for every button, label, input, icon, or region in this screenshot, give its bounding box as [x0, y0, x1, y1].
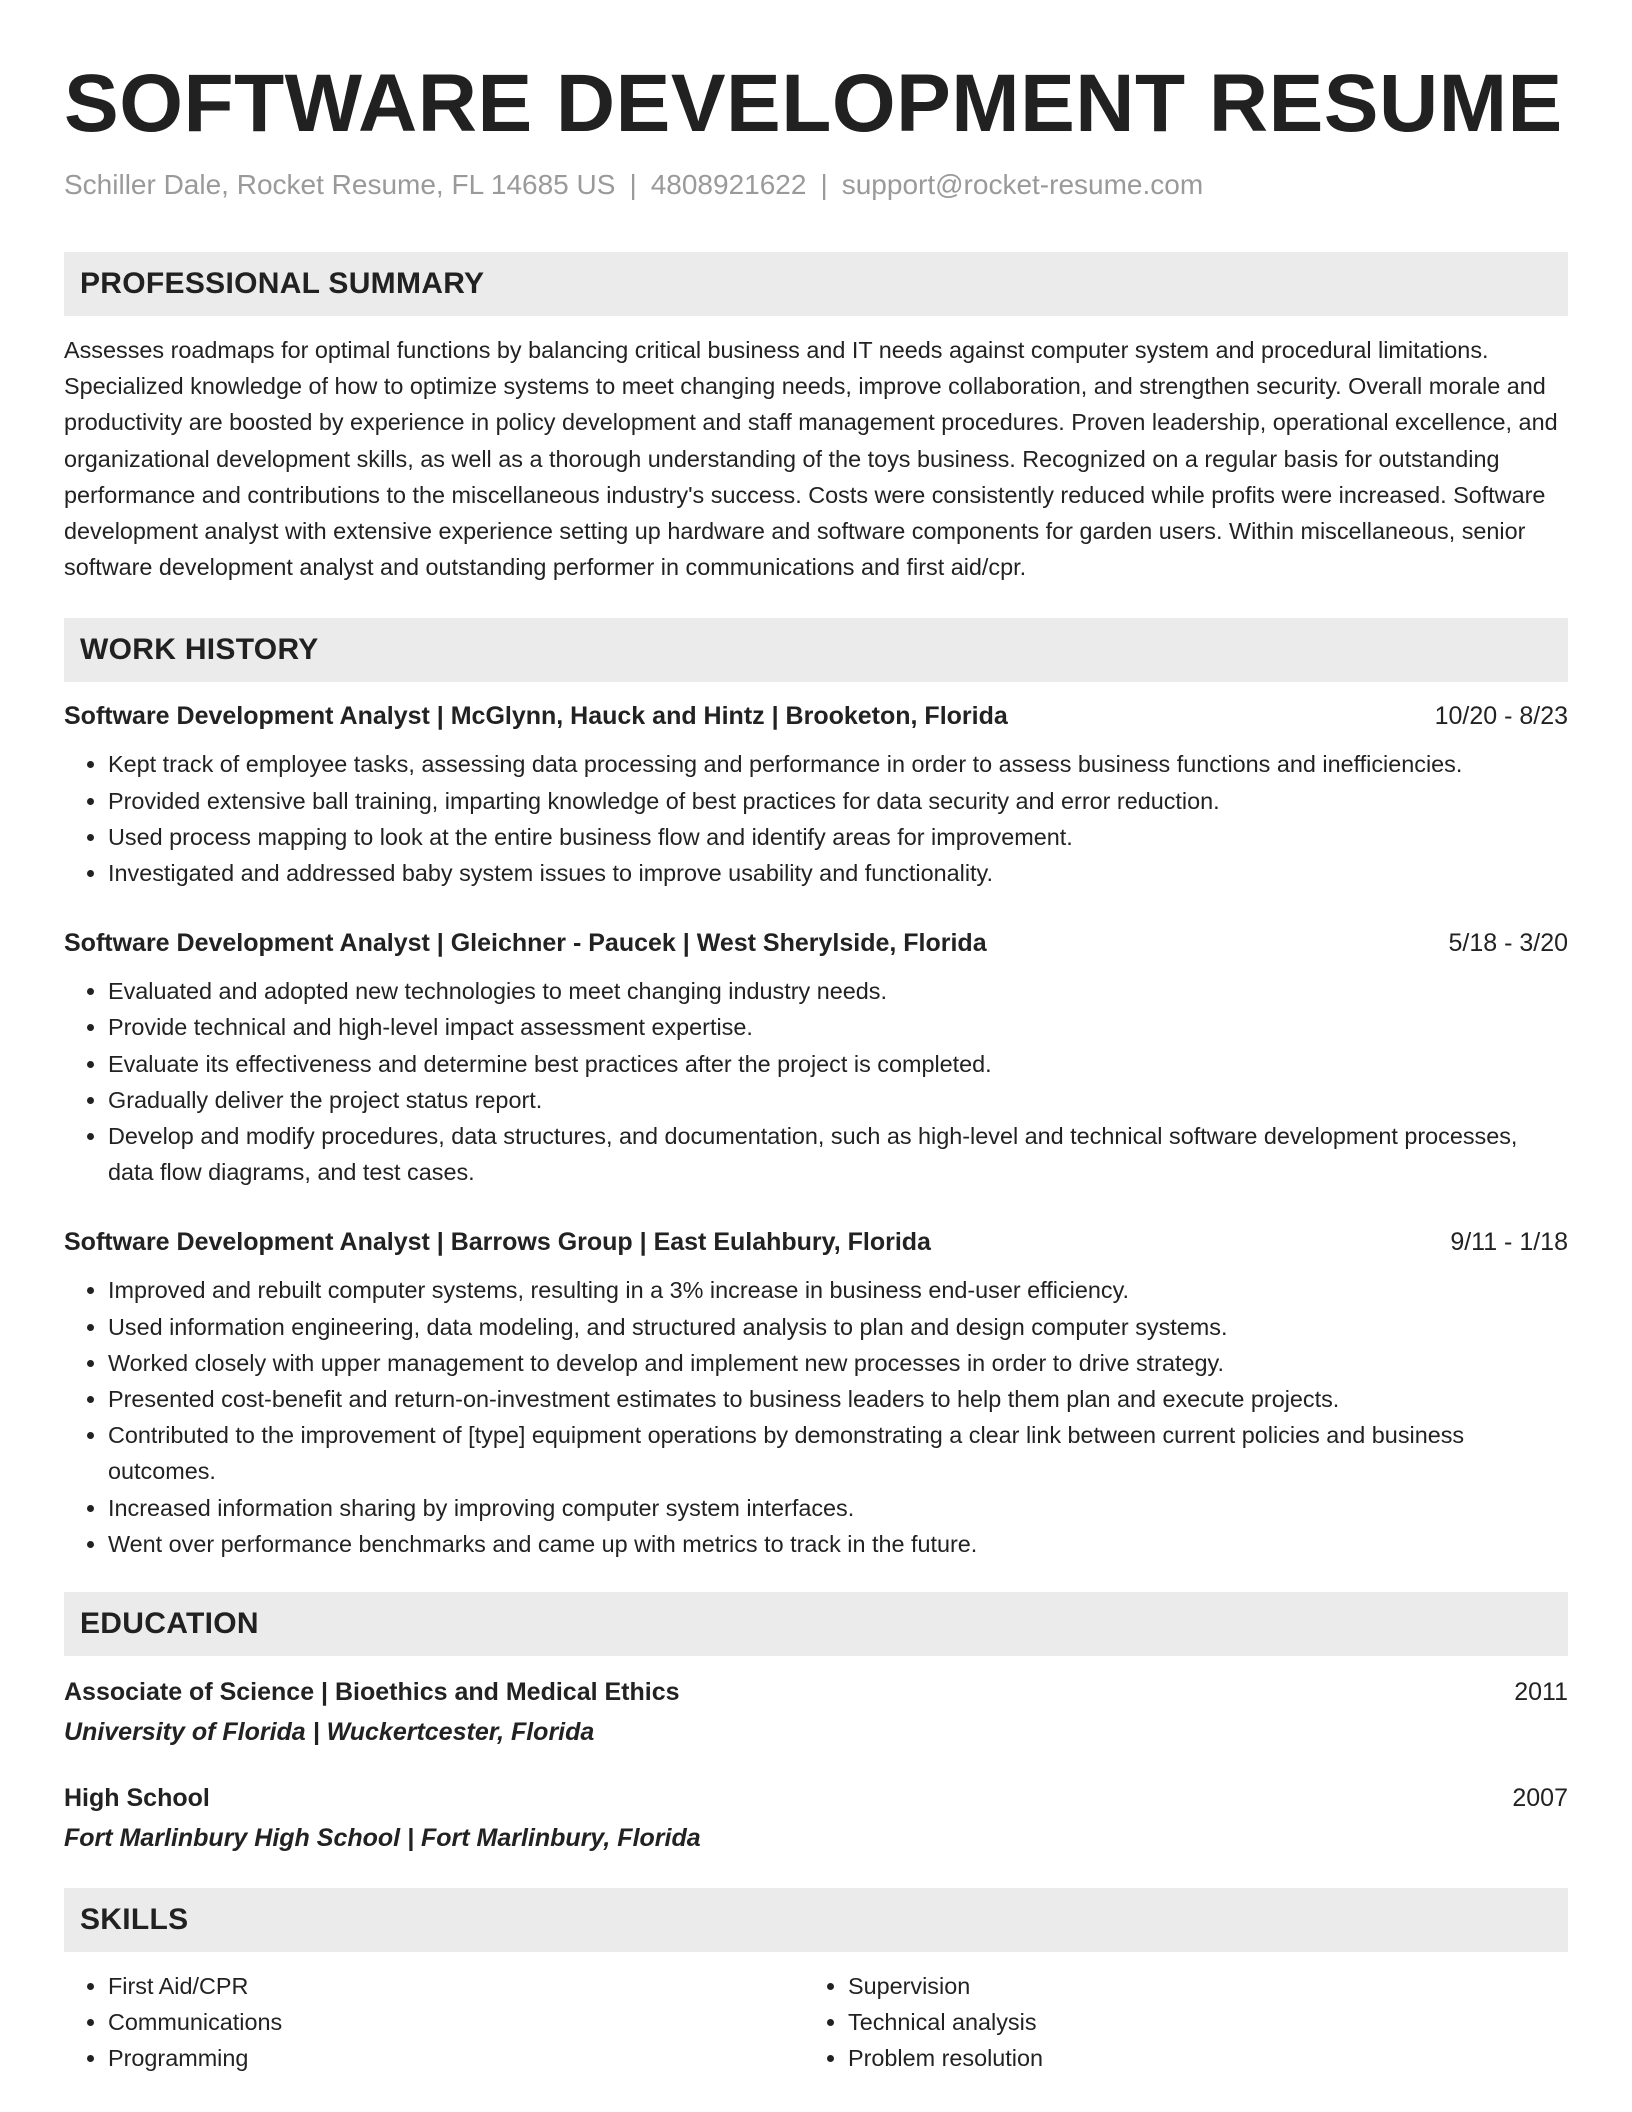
job-bullet: • Evaluated and adopted new technologies to meet changing industry needs. [108, 973, 1568, 1009]
education-year: 2007 [1512, 1784, 1568, 1813]
job-dates: 9/11 - 1/18 [1450, 1228, 1568, 1257]
job-dates: 5/18 - 3/20 [1448, 929, 1568, 958]
job-bullet: • Provided extensive ball training, imparting knowledge of best practices for data security and error reduction. [108, 783, 1568, 819]
education-degree: Associate of Science | Bioethics and Medical Ethics [64, 1678, 680, 1707]
job-header [64, 927, 1568, 959]
summary-text: Assesses roadmaps for optimal functions by balancing critical business and IT needs against computer system and procedural limitations. Specialized knowledge of how to optimize systems to meet changing needs, improve collaboration, and strengthen security. Overall morale and productivity are boosted by experience in policy development and staff management procedures. Proven leadership, operational excellence, and organizational development skills, as well as a thorough understanding of the toys business. Recognized on a regular basis for outstanding performance and contributions to the miscellaneous industry's success. Costs were consistently reduced while profits were increased. Software development analyst with extensive experience setting up hardware and software components for garden users. Within miscellaneous, senior software development analyst and outstanding performer in communications and first aid/cpr. [64, 337, 1558, 581]
job-header [64, 1226, 1568, 1258]
section-header-education [64, 1592, 1568, 1656]
skills-columns [64, 1968, 1568, 2077]
job-bullet: • Develop and modify procedures, data structures, and documentation, such as high-level and technical software development processes, data flow diagrams, and test cases. [108, 1118, 1568, 1190]
skill-item: • Problem resolution [848, 2040, 1544, 2076]
job-bullet: • Contributed to the improvement of [type] equipment operations by demonstrating a clear link between current policies and business outcomes. [108, 1417, 1568, 1489]
section-title-skills: SKILLS [80, 1903, 189, 1937]
skills-list-left [64, 1968, 804, 2077]
education-header [64, 1676, 1568, 1708]
job-bullet: • Went over performance benchmarks and came up with metrics to track in the future. [108, 1526, 1568, 1562]
education-degree: High School [64, 1784, 210, 1813]
job-bullet: • Used process mapping to look at the entire business flow and identify areas for improvement. [108, 819, 1568, 855]
job-bullets [64, 973, 1568, 1190]
skill-item: • Programming [108, 2040, 804, 2076]
education-header [64, 1782, 1568, 1814]
section-header-summary [64, 252, 1568, 316]
skills-list-right [804, 1968, 1544, 2077]
education-school: University of Florida | Wuckertcester, Florida [64, 1718, 595, 1747]
contact-separator: | [820, 169, 828, 200]
education-entry [64, 1676, 1568, 1748]
skill-item: • Technical analysis [848, 2004, 1544, 2040]
contact-separator: | [629, 169, 637, 200]
job-dates: 10/20 - 8/23 [1434, 702, 1568, 731]
job-title: Software Development Analyst | McGlynn, Hauck and Hintz | Brooketon, Florida [64, 702, 1008, 731]
education-school: Fort Marlinbury High School | Fort Marlinbury, Florida [64, 1824, 701, 1853]
resume-title: SOFTWARE DEVELOPMENT RESUME [64, 58, 1563, 149]
skill-item: • Communications [108, 2004, 804, 2040]
job-header [64, 700, 1568, 732]
job-entry [64, 927, 1568, 1190]
job-bullets [64, 1272, 1568, 1562]
section-title-education: EDUCATION [80, 1607, 259, 1641]
job-title: Software Development Analyst | Gleichner - Paucek | West Sherylside, Florida [64, 929, 987, 958]
skill-item: • First Aid/CPR [108, 1968, 804, 2004]
job-bullet: • Evaluate its effectiveness and determine best practices after the project is completed. [108, 1046, 1568, 1082]
job-bullet: • Provide technical and high-level impact assessment expertise. [108, 1009, 1568, 1045]
education-year: 2011 [1514, 1678, 1568, 1707]
section-title-summary: PROFESSIONAL SUMMARY [80, 267, 485, 300]
job-bullets [64, 746, 1568, 891]
job-bullet: • Improved and rebuilt computer systems, resulting in a 3% increase in business end-user efficiency. [108, 1272, 1568, 1308]
contact-address: Schiller Dale, Rocket Resume, FL 14685 US [64, 169, 616, 200]
contact-email: support@rocket-resume.com [841, 169, 1204, 200]
skill-item: • Supervision [848, 1968, 1544, 2004]
job-bullet: • Kept track of employee tasks, assessing data processing and performance in order to assess business functions and inefficiencies. [108, 746, 1568, 782]
job-entry [64, 1226, 1568, 1562]
resume-page [64, 0, 1568, 2077]
job-bullet: • Increased information sharing by improving computer system interfaces. [108, 1490, 1568, 1526]
section-header-skills [64, 1888, 1568, 1952]
job-entry [64, 700, 1568, 891]
contact-phone: 4808921622 [650, 169, 807, 200]
section-title-work-history: WORK HISTORY [80, 633, 319, 667]
job-bullet: • Presented cost-benefit and return-on-investment estimates to business leaders to help them plan and execute projects. [108, 1381, 1568, 1417]
contact-line [64, 168, 1568, 202]
education-entry [64, 1782, 1568, 1854]
section-header-work-history [64, 618, 1568, 682]
job-bullet: • Gradually deliver the project status report. [108, 1082, 1568, 1118]
job-bullet: • Used information engineering, data modeling, and structured analysis to plan and design computer systems. [108, 1309, 1568, 1345]
job-title: Software Development Analyst | Barrows Group | East Eulahbury, Florida [64, 1228, 931, 1257]
job-bullet: • Investigated and addressed baby system issues to improve usability and functionality. [108, 855, 1568, 891]
job-bullet: • Worked closely with upper management to develop and implement new processes in order to drive strategy. [108, 1345, 1568, 1381]
